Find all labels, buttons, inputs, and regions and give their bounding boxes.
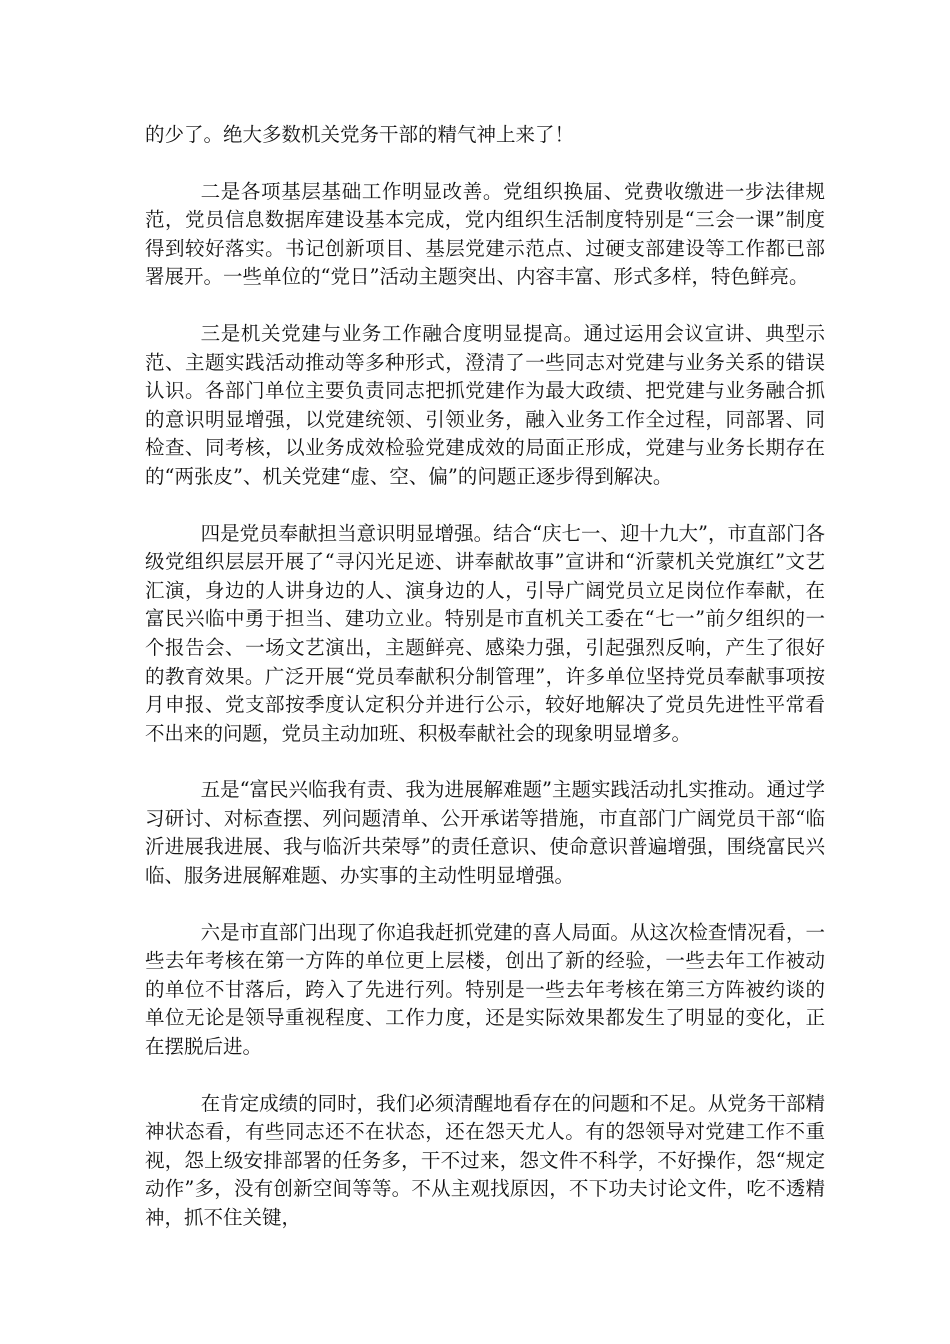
paragraph-point-four: 四是党员奉献担当意识明显增强。结合“庆七一、迎十九大”，市直部门各级党组织层层开展了“寻闪光足迹、讲奉献故事”宣讲和“沂蒙机关党旗红”文艺汇演，身边的人讲身边的人、演身边的人，引导广阔党员立足岗位作奉献，在富民兴临中勇于担当、建功立业。特别是市直机关工委在“七一”前夕组织的一个报告会、一场文艺演出，主题鲜亮、感染力强，引起强烈反响，产生了很好的教育效果。广泛开展“党员奉献积分制管理”，许多单位坚持党员奉献事项按月申报、党支部按季度认定积分并进行公示，较好地解决了党员先进性平常看不出来的问题，党员主动加班、积极奉献社会的现象明显增多。 xyxy=(145,521,826,745)
document-body xyxy=(145,121,825,1233)
paragraph-point-six: 六是市直部门出现了你追我赶抓党建的喜人局面。从这次检查情况看，一些去年考核在第一方阵的单位更上层楼，创出了新的经验，一些去年工作被动的单位不甘落后，跨入了先进行列。特别是一些去年考核在第三方阵被约谈的单位无论是领导重视程度、工作力度，还是实际效果都发生了明显的变化，正在摆脱后进。 xyxy=(145,920,825,1059)
paragraph-point-two: 二是各项基层基础工作明显改善。党组织换届、党费收缴进一步法律规范，党员信息数据库建设基本完成，党内组织生活制度特别是“三会一课”制度得到较好落实。书记创新项目、基层党建示范点、过硬支部建设等工作都已部署展开。一些单位的“党日”活动主题突出、内容丰富、形式多样，特色鲜亮。 xyxy=(145,179,825,289)
paragraph-point-three: 三是机关党建与业务工作融合度明显提高。通过运用会议宣讲、典型示范、主题实践活动推动等多种形式，澄清了一些同志对党建与业务关系的错误认识。各部门单位主要负责同志把抓党建作为最大政绩、把党建与业务融合抓的意识明显增强，以党建统领、引领业务，融入业务工作全过程，同部署、同检查、同考核，以业务成效检验党建成效的局面正形成，党建与业务长期存在的“两张皮”、机关党建“虚、空、偏”的问题正逐步得到解决。 xyxy=(145,321,825,488)
paragraph-problems: 在肯定成绩的同时，我们必须清醒地看存在的问题和不足。从党务干部精神状态看，有些同志还不在状态，还在怨天尤人。有的怨领导对党建工作不重视，怨上级安排部署的任务多，干不过来，怨文件不科学，不好操作，怨“规定动作”多，没有创新空间等等。不从主观找原因，不下功夫讨论文件，吃不透精神，抓不住关键， xyxy=(145,1091,825,1229)
paragraph-continuation: 的少了。绝大多数机关党务干部的精气神上来了！ xyxy=(145,123,575,146)
paragraph-point-five: 五是“富民兴临我有责、我为进展解难题”主题实践活动扎实推动。通过学习研讨、对标查摆、列问题清单、公开承诺等措施，市直部门广阔党员干部“临沂进展我进展、我与临沂共荣辱”的责任意识、使命意识普遍增强，围绕富民兴临、服务进展解难题、办实事的主动性明显增强。 xyxy=(145,778,826,888)
